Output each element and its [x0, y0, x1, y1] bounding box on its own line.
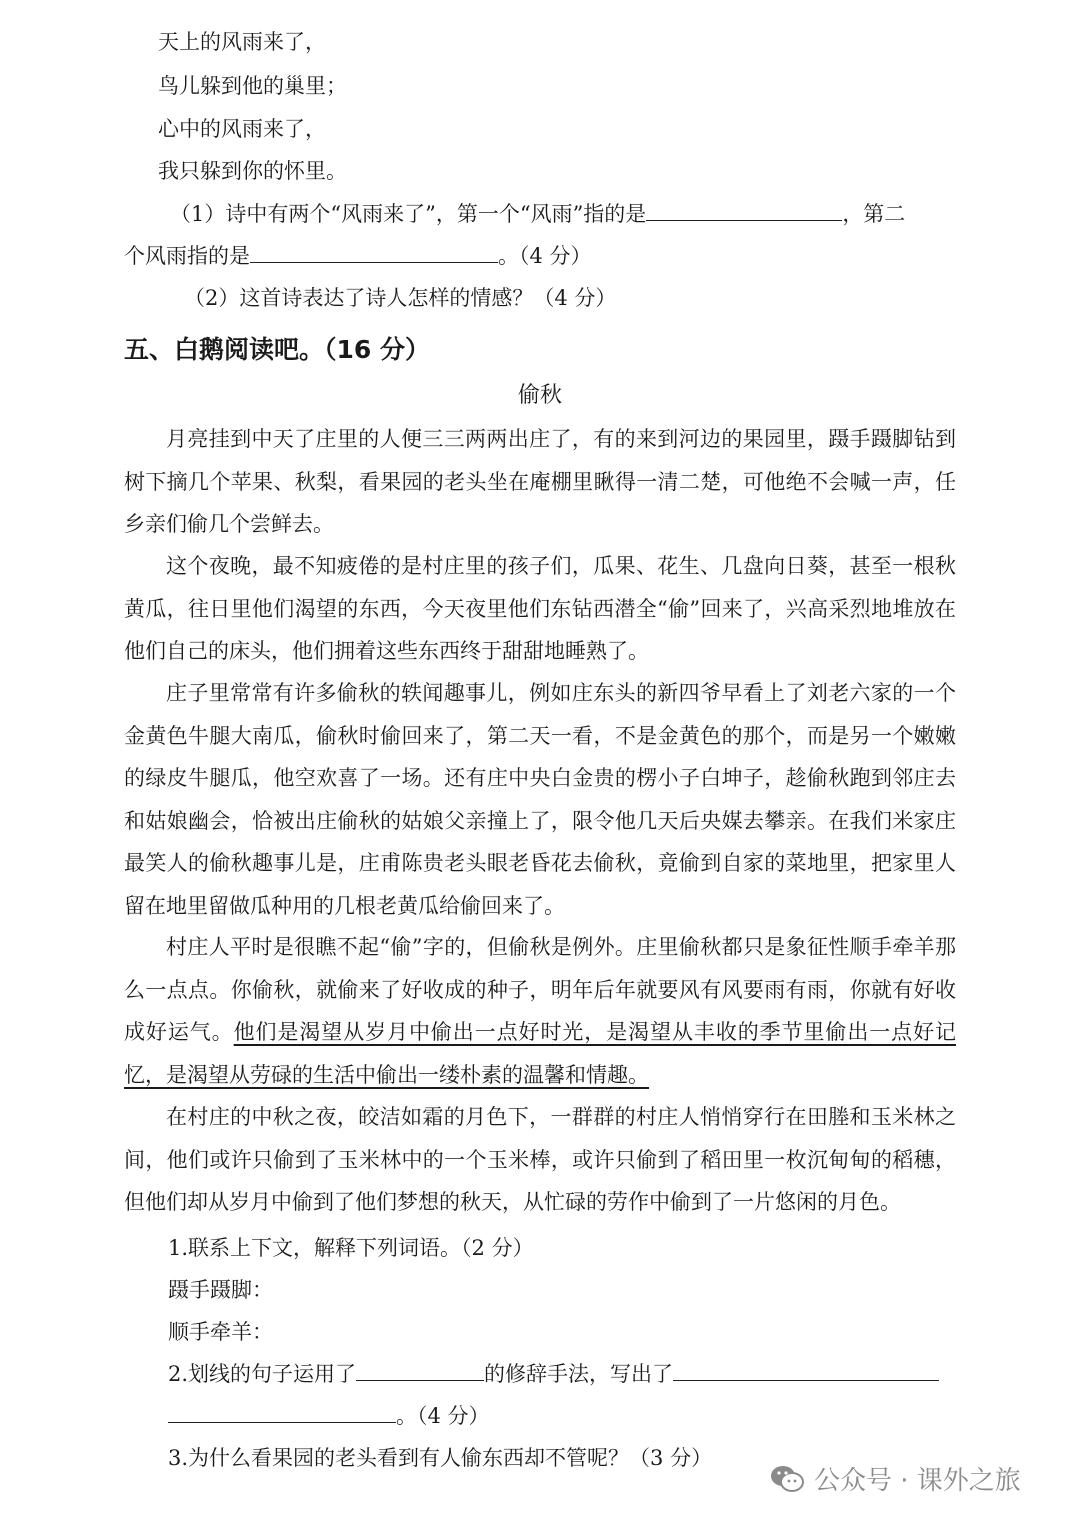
- poem-line-2: 鸟儿躲到他的巢里；: [158, 74, 347, 98]
- poem-line-1: 天上的风雨来了，: [158, 30, 326, 54]
- watermark-text: 公众号 · 课外之旅: [814, 1466, 1021, 1496]
- question-text: 2.划线的句子运用了: [168, 1362, 357, 1386]
- watermark: [770, 1460, 1021, 1497]
- question-text: （1）诗中有两个“风雨来了”，第一个“风雨”指的是: [170, 202, 647, 226]
- wechat-icon: [770, 1464, 804, 1494]
- section-heading: 五、白鹅阅读吧。（16 分）: [124, 335, 430, 364]
- article-paragraph-5: 在村庄的中秋之夜，皎洁如霜的月色下，一群群的村庄人悄悄穿行在田塍和玉米林之间，他们或许只偷到了玉米林中的一个玉米棒，或许只偷到了稻田里一枚沉甸甸的稻穗，但他们却从岁月中偷到了他们梦想的秋天，从忙碌的劳作中偷到了一片悠闲的月色。: [124, 1105, 956, 1214]
- poem-line-3: 心中的风雨来了，: [158, 117, 326, 141]
- poem-question-1: [170, 198, 905, 230]
- question-2: [168, 1358, 939, 1390]
- poem-question-2: （2）这首诗表达了诗人怎样的情感？（4 分）: [184, 286, 617, 310]
- article-title: 偷秋: [517, 383, 562, 408]
- poem-question-1-cont: [124, 240, 592, 272]
- answer-blank[interactable]: [356, 1358, 484, 1381]
- answer-blank[interactable]: [646, 198, 842, 221]
- underlined-sentence: 他们是渴望从岁月中偷出一点好时光，是渴望从丰收的季节里偷出一点好记忆，是渴望从劳碌的生活中偷出一缕朴素的温馨和情趣。: [124, 1020, 957, 1087]
- article-paragraph-4: [124, 926, 956, 1096]
- question-3: 3.为什么看果园的老头看到有人偷东西却不管呢？（3 分）: [168, 1446, 713, 1470]
- article-paragraph-2: 这个夜晚，最不知疲倦的是村庄里的孩子们，瓜果、花生、几盘向日葵，甚至一根秋黄瓜，往日里他们渴望的东西，今天夜里他们东钻西潜全“偷”回来了，兴高采烈地堆放在他们自己的床头，他们拥着这些东西终于甜甜地睡熟了。: [124, 554, 956, 663]
- question-text: 的修辞手法，写出了: [484, 1362, 674, 1386]
- article-paragraph-1: 月亮挂到中天了庄里的人便三三两两出庄了，有的来到河边的果园里，蹑手蹑脚钻到树下摘几个苹果、秋梨，看果园的老头坐在庵棚里瞅得一清二楚，可他绝不会喊一声，任乡亲们偷几个尝鲜去。: [124, 427, 956, 536]
- term-2: 顺手牵羊：: [168, 1320, 273, 1344]
- question-1: 1.联系上下文，解释下列词语。（2 分）: [168, 1236, 534, 1260]
- question-2-cont: [168, 1400, 490, 1432]
- question-text: ，第二: [842, 202, 906, 226]
- poem-line-4: 我只躲到你的怀里。: [158, 159, 347, 183]
- question-text: 。（4 分）: [498, 244, 592, 268]
- term-1: 蹑手蹑脚：: [168, 1278, 273, 1302]
- article-paragraph-3: 庄子里常常有许多偷秋的轶闻趣事儿，例如庄东头的新四爷早看上了刘老六家的一个金黄色牛腿大南瓜，偷秋时偷回来了，第二天一看，不是金黄色的那个，而是另一个嫩嫩的绿皮牛腿瓜，他空欢喜了一场。还有庄中央白金贵的楞小子白坤子，趁偷秋跑到邻庄去和姑娘幽会，恰被出庄偷秋的姑娘父亲撞上了，限令他几天后央媒去攀亲。在我们米家庄最笑人的偷秋趣事儿是，庄甫陈贵老头眼老昏花去偷秋，竟偷到自家的菜地里，把家里人留在地里留做瓜种用的几根老黄瓜给偷回来了。: [124, 681, 956, 918]
- question-text: 。（4 分）: [396, 1404, 490, 1428]
- question-text: 个风雨指的是: [124, 244, 250, 268]
- answer-blank[interactable]: [168, 1400, 396, 1423]
- answer-blank[interactable]: [673, 1358, 939, 1381]
- answer-blank[interactable]: [250, 240, 498, 263]
- paragraph-text: 村庄人平时是很瞧不起“偷”字的，但偷秋是例外。庄里偷秋都只是象征性顺手牵羊那么一点点。你偷秋，就偷来了好收成的种子，明年后年就要风有风要雨有雨，你就有好收成好运气。: [124, 935, 956, 1044]
